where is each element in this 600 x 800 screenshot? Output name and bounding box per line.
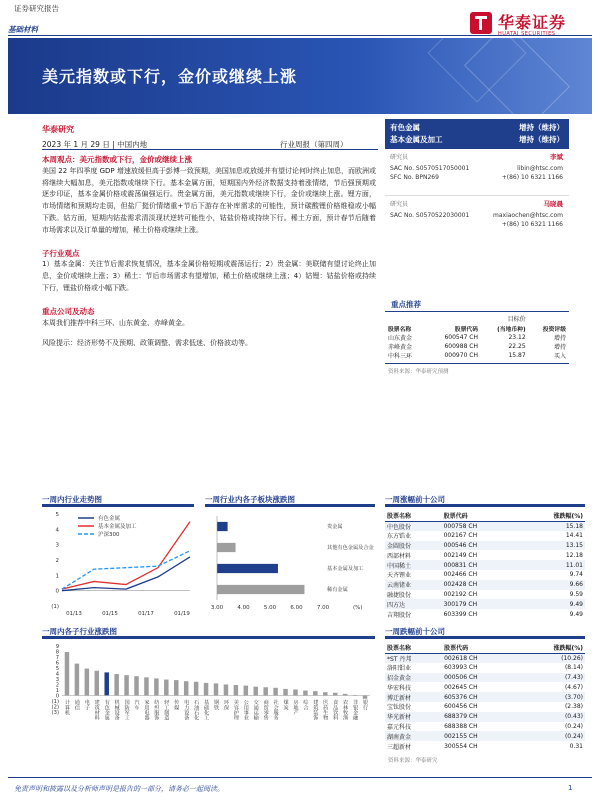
y-tick-label: (1) [51, 699, 59, 705]
x-tick-label: 3.00 [210, 605, 224, 611]
bar [313, 691, 317, 695]
stock-name: 三超新材 [387, 743, 412, 751]
category-label: 电力设备 [183, 699, 190, 721]
page-number: 1 [568, 784, 573, 792]
subsector-bar-chart [205, 510, 375, 616]
stock-code: 603993 CH [444, 664, 478, 672]
table-row [385, 351, 569, 360]
stock-code: 002618 CH [442, 653, 517, 663]
stock-code: 688379 CH [442, 712, 517, 722]
category-label: 贵金属 [327, 524, 343, 531]
category-label: 建筑材料 [93, 699, 100, 721]
bar [95, 671, 99, 696]
bar [124, 675, 128, 695]
y-tick-label: 4 [55, 671, 59, 678]
bar [217, 585, 304, 594]
report-date: 2023 年 1 月 29 日 [42, 140, 110, 149]
category-label: 国防军工 [123, 699, 130, 721]
bar [104, 672, 108, 695]
industry-trend-chart [42, 510, 194, 616]
series-line [62, 557, 190, 591]
stock-name: 中色股份 [385, 521, 442, 531]
main-body [42, 152, 376, 350]
stock-code: 002155 CH [442, 731, 517, 741]
stock-name: 中国稀土 [385, 560, 442, 570]
pct-change: 9.74 [569, 571, 583, 579]
bar [244, 686, 248, 696]
col-header: 涨跌幅(%) [518, 642, 585, 653]
industry-change-chart [42, 642, 375, 770]
category-label: 计算机 [63, 699, 70, 716]
report-region: 中国内地 [117, 140, 148, 149]
body-paragraph: 本周我们推荐中科三环、山东黄金、赤峰黄金。 [42, 318, 189, 327]
stock-code: 000758 CH [442, 521, 518, 531]
stock-name: 东方锆业 [387, 533, 412, 541]
analyst-phone: +(86) 10 6321 1166 [501, 174, 563, 181]
legend-label: 沪深300 [98, 532, 120, 538]
target-price: 15.87 [508, 352, 526, 359]
category-label: 美容护理 [232, 699, 239, 721]
col-header: (当地币种) [497, 326, 526, 333]
table-row [385, 560, 585, 570]
pct-change: (3.70) [518, 692, 585, 702]
legend-label: 基本金属及加工 [98, 524, 137, 530]
bar [154, 678, 158, 695]
category-label: 农林牧渔 [342, 699, 349, 721]
table-row [385, 570, 585, 580]
stock-name: 赤峰黄金 [388, 344, 413, 351]
report-title: 美元指数或下行，金价或继续上涨 [42, 67, 298, 86]
bar [85, 669, 89, 696]
stock-code: 000831 CH [442, 560, 518, 570]
pct-change: (0.43) [518, 712, 585, 722]
pct-change: 15.18 [517, 521, 585, 531]
x-tick-label: 4.00 [237, 605, 250, 611]
stock-code: 002428 CH [442, 580, 518, 590]
panel-divider [205, 504, 375, 507]
y-tick-label: (3) [51, 710, 59, 716]
analyst-phone: +(86) 10 6321 1166 [501, 221, 563, 228]
table-row [385, 653, 585, 663]
panel-divider [385, 504, 585, 507]
category-label: 基础化工 [203, 699, 210, 721]
stock-code: 000546 CH [442, 541, 518, 551]
bar [204, 683, 208, 696]
footer-disclaimer: 免责声明和披露以及分析师声明是报告的一部分，请务必一起阅读。 [14, 785, 224, 793]
table-row [385, 531, 585, 541]
x-tick-label: 01/15 [102, 611, 118, 616]
stock-code: 600547 CH [444, 334, 478, 341]
pct-change: 0.31 [569, 742, 583, 750]
category-label: 电子 [83, 699, 90, 710]
bar [217, 522, 228, 531]
category-label: 家用电器 [143, 699, 150, 721]
bar [363, 696, 367, 699]
stock-code: 002645 CH [444, 683, 478, 691]
stock-code: 600988 CH [444, 343, 478, 350]
category-label: 有色金属 [103, 699, 110, 721]
stock-name: *ST 丹邦 [385, 653, 442, 663]
brand-name-cn: 华泰证券 [498, 13, 567, 32]
body-paragraph: 美国 22 年四季度 GDP 增速放缓但高于彭博一致预期，美国加息或放缓并有望讨论何时终止加息，而欧洲或将继续大幅加息，美元指数或继续下行。基本金属方面，短期国内外经济数据支持着涨情绪，节后强预期或逐步印证，基本金属价格或震荡偏强运行。贵金属方面，美元指数或继续下行，金价或继续上涨。锂方面，市场情绪和预期均走弱，但盐厂挺价情绪重+节后下游存在补库需求的可能性，预计碳酸锂价格维稳或小幅下跌。钴方面，短期内钴盐需求清淡现状逆转可能性小，钴盐价格或持续下行。稀土方面，预计春节后随着市场需求以及订单量的增加，稀土价格或继续上涨。 [42, 166, 376, 234]
series-line [62, 522, 190, 589]
meta-divider [42, 149, 378, 150]
rating-row [390, 134, 564, 146]
stock-name: 融捷股份 [387, 591, 412, 599]
series-line [62, 551, 190, 589]
stock-code: 002466 CH [443, 571, 478, 579]
table-row [385, 702, 585, 712]
y-tick-label: 5 [55, 666, 59, 672]
y-tick-label: (2) [51, 704, 59, 711]
stock-name: 吉翔股份 [387, 611, 412, 619]
analyst-role: 研究员 [390, 201, 409, 208]
analyst-email[interactable]: maxiaochen@htsc.com [493, 212, 563, 219]
y-tick-label: 0 [55, 693, 59, 700]
category-label: 轻工制造 [163, 699, 170, 721]
bar [273, 688, 277, 696]
table-row [385, 663, 585, 673]
stock-code: 688388 CH [444, 722, 478, 730]
stock-rating: 增持 [553, 335, 566, 342]
y-tick-label: 2 [55, 682, 59, 689]
stock-name: 博迁新材 [385, 692, 442, 702]
unit-label: (%) [353, 605, 363, 611]
x-tick-label: 01/19 [174, 611, 190, 616]
table-row [385, 673, 585, 683]
stock-name: 华光新材 [385, 712, 442, 722]
y-tick-label: 3 [55, 542, 59, 549]
table-row [385, 712, 585, 722]
bar [75, 664, 79, 696]
stock-code: 603399 CH [443, 610, 478, 618]
industry-trend-panel [42, 494, 194, 618]
x-tick-label: 6.00 [290, 605, 303, 611]
col-header: 股票名称 [385, 510, 442, 521]
stock-name: 金圆股份 [385, 541, 442, 551]
category-label: 建筑装饰 [312, 699, 319, 721]
y-tick-label: (1) [51, 604, 59, 610]
y-tick-label: 1 [55, 573, 59, 580]
right-sidebar [385, 119, 569, 375]
bar [217, 564, 278, 573]
pct-change: 13.15 [517, 541, 585, 551]
bar [323, 692, 327, 695]
table-row [385, 741, 585, 751]
category-label: 房地产 [292, 699, 299, 716]
analyst-card [385, 152, 569, 196]
analyst-name: 李斌 [550, 153, 563, 161]
target-price: 23.12 [508, 334, 526, 341]
section-heading: 子行业观点 [42, 248, 80, 258]
bar [217, 543, 236, 552]
pct-change: (8.14) [564, 664, 583, 672]
bar [164, 680, 168, 696]
category-label: 稀有金属 [327, 587, 348, 594]
table-row [385, 682, 585, 692]
table-row [385, 590, 585, 600]
y-tick-label: 3 [55, 677, 59, 683]
stock-name: 招金黄金 [385, 673, 442, 683]
y-tick-label: 1 [55, 688, 59, 694]
y-tick-label: 2 [55, 558, 59, 564]
table-row [385, 580, 585, 590]
recommend-table [385, 314, 569, 360]
panel-divider [385, 636, 585, 639]
stock-name: 洛阳钼业 [387, 665, 412, 673]
y-tick-label: 7 [55, 655, 59, 661]
stock-name: 华宏科技 [387, 684, 412, 692]
brand-mark-icon [470, 12, 492, 34]
stock-code: 000506 CH [442, 673, 517, 683]
stock-name: 宝钛股份 [387, 704, 412, 712]
y-tick-label: 6 [55, 660, 59, 667]
category-label: 纺织服饰 [153, 699, 160, 721]
bar [194, 682, 198, 696]
category-label: 非银金融 [352, 699, 359, 721]
col-header: 股票名称 [385, 642, 442, 653]
panel-divider [42, 636, 375, 639]
gainers-table [385, 510, 585, 619]
panel-title: 一周内各子行业涨跌图 [42, 627, 117, 636]
pct-change: (7.43) [518, 673, 585, 683]
legend-label: 有色金属 [98, 516, 121, 522]
title-banner [8, 38, 592, 114]
panel-title: 一周内行业走势图 [42, 495, 102, 504]
source-note: 资料来源：华泰研究预测 [385, 363, 569, 375]
analyst-sac: SAC No. S0570522030001 [390, 212, 470, 219]
bar [65, 652, 69, 695]
stock-code: 300554 CH [444, 742, 478, 750]
pct-change: (2.38) [564, 703, 583, 711]
brand-name-en: HUATAI SECURITIES [498, 31, 556, 37]
table-row [385, 521, 585, 531]
pct-change: 9.59 [569, 590, 583, 598]
bar [254, 687, 258, 696]
y-tick-label: 4 [55, 527, 59, 534]
table-row [385, 731, 585, 741]
bar [184, 681, 188, 695]
category-label: 通信 [73, 699, 80, 710]
pct-change: 9.66 [517, 580, 585, 590]
analyst-name: 马晓晨 [543, 200, 563, 208]
bar [174, 680, 178, 695]
report-type: 行业周报（第四周） [280, 140, 348, 149]
stock-name: 湖南黄金 [385, 731, 442, 741]
category-label: 食品饮料 [332, 699, 339, 721]
y-tick-label: 9 [55, 644, 59, 650]
table-row [385, 722, 585, 732]
source-note: 资料来源：华泰研究 [388, 757, 438, 764]
pct-change: (0.24) [518, 731, 585, 741]
pct-change: 9.49 [569, 610, 583, 618]
bar [144, 677, 148, 695]
doc-type-label: 证券研究报告 [14, 4, 59, 13]
x-tick-label: 01/17 [138, 611, 154, 616]
analyst-email[interactable]: libin@htsc.com [517, 165, 563, 172]
table-row [385, 550, 585, 560]
stock-rating: 增持 [553, 344, 566, 351]
stock-code: 000970 CH [444, 352, 478, 359]
stock-name: 嘉元科技 [387, 723, 412, 731]
analyst-sfc: SFC No. BPN269 [390, 174, 439, 181]
rating-sector: 有色金属 [390, 123, 420, 132]
table-row [385, 692, 585, 702]
category-label: 公用事业 [242, 699, 249, 721]
panel-title: 一周行业内各子板块涨跌图 [205, 495, 295, 504]
panel-title: 一周涨幅前十公司 [385, 495, 445, 504]
table-row [385, 342, 569, 351]
section-heading: 重点公司及动态 [42, 306, 95, 316]
col-header: 股票代码 [454, 326, 478, 333]
pct-change: 14.41 [565, 532, 583, 540]
pct-change: (10.26) [518, 653, 585, 663]
stock-name: 天齐锂业 [387, 572, 412, 580]
analyst-card [385, 199, 569, 237]
col-header: 股票名称 [388, 326, 412, 333]
rating-row [390, 122, 564, 134]
x-tick-label: 01/13 [66, 611, 82, 616]
bar [263, 687, 267, 695]
pct-change: 9.49 [517, 599, 585, 609]
category-label: 其他有色金属及合金 [327, 545, 374, 552]
stock-name: 四方达 [385, 599, 442, 609]
category-label: 机械设备 [113, 699, 120, 721]
stock-code: 600456 CH [444, 703, 478, 711]
panel-title: 一周跌幅前十公司 [385, 627, 445, 636]
x-tick-label: 5.00 [263, 605, 277, 611]
report-dateline: 2023 年 1 月 29 日 | 中国内地 [42, 140, 148, 149]
category-label: 交通运输 [252, 699, 259, 721]
bar [114, 674, 118, 695]
bar [293, 689, 297, 695]
table-row [385, 599, 585, 609]
category-label: 综合 [302, 699, 309, 710]
pct-change: 12.18 [565, 551, 583, 559]
category-label: 煤炭 [282, 699, 289, 710]
bar [134, 676, 138, 695]
table-row [385, 333, 569, 342]
x-tick-label: 7.00 [316, 605, 330, 611]
stock-code: 300179 CH [442, 599, 518, 609]
bar [333, 693, 337, 696]
category-label: 汽车 [133, 699, 140, 710]
body-paragraph: 1）基本金属：关注节后需求恢复情况，基本金属价格短期或震荡运行；2）贵金属：美联储有望讨论终止加息，金价或继续上涨；3）稀土：节后市场需求有望增加，稀土价格或继续上涨；4）钴锂：钴盐价格或持续下行，锂盐价格或小幅下跌。 [42, 260, 376, 292]
stock-code: 002192 CH [443, 590, 478, 598]
stock-name: 山东黄金 [388, 335, 413, 342]
y-tick-label: 5 [55, 512, 59, 518]
bar [214, 683, 218, 695]
panel-divider [42, 504, 194, 507]
rating-value: 增持（维持） [519, 123, 564, 132]
stock-code: 002149 CH [443, 551, 478, 559]
bar [303, 691, 307, 696]
target-price: 22.25 [508, 343, 526, 350]
analyst-sac: SAC No. S0570517050001 [390, 165, 470, 172]
rating-sector: 基本金属及加工 [390, 135, 443, 144]
bar [234, 685, 238, 695]
category-label: 钢铁 [213, 699, 219, 710]
category-label: 社会服务 [272, 699, 279, 721]
bar [224, 685, 228, 696]
stock-name: 云南锗业 [385, 580, 442, 590]
stock-name: 中科三环 [388, 353, 413, 360]
pct-change: (4.67) [564, 683, 583, 691]
category-label: 商贸零售 [262, 699, 269, 721]
col-header: 涨跌幅(%) [517, 510, 585, 521]
table-row [385, 609, 585, 619]
footer-divider [8, 777, 592, 778]
stock-code: 605376 CH [442, 692, 517, 702]
y-tick-label: 8 [55, 649, 59, 656]
gainers-panel [385, 494, 585, 619]
category-label: 基本金属及加工 [327, 566, 364, 573]
category-label: 医药生物 [322, 699, 329, 721]
col-header: 股票代码 [442, 510, 518, 521]
risk-note: 风险提示：经济形势不及预期、政策调整、需求低迷、价格波动等。 [42, 339, 252, 348]
rating-box [385, 119, 569, 149]
industry-category: 基础材料 [8, 25, 38, 34]
stock-name: 西部材料 [387, 552, 412, 560]
losers-table [385, 642, 585, 751]
category-label: 传媒 [173, 699, 180, 710]
author-label: 华泰研究 [42, 125, 74, 134]
price-unit-label: 目标价 [507, 316, 526, 323]
analyst-role: 研究员 [390, 154, 409, 161]
category-label: 银行 [362, 699, 369, 710]
section-heading: 本周观点：美元指数或下行，金价或继续上涨 [42, 155, 192, 164]
industry-change-panel [42, 626, 375, 772]
subsector-panel [205, 494, 375, 618]
rating-value: 增持（维持） [519, 135, 564, 144]
pct-change: (0.24) [564, 722, 583, 730]
stock-rating: 买入 [553, 353, 566, 360]
pct-change: 11.01 [517, 560, 585, 570]
table-row [385, 541, 585, 551]
category-label: 石油石化 [193, 699, 200, 721]
losers-panel [385, 626, 585, 764]
col-header: 股票代码 [442, 642, 517, 653]
recommend-title: 重点推荐 [385, 299, 569, 312]
stock-code: 002167 CH [443, 532, 478, 540]
bar [283, 689, 287, 696]
col-header: 投资评级 [542, 326, 566, 333]
category-label: 环保 [222, 699, 229, 710]
y-tick-label: 0 [55, 588, 59, 595]
